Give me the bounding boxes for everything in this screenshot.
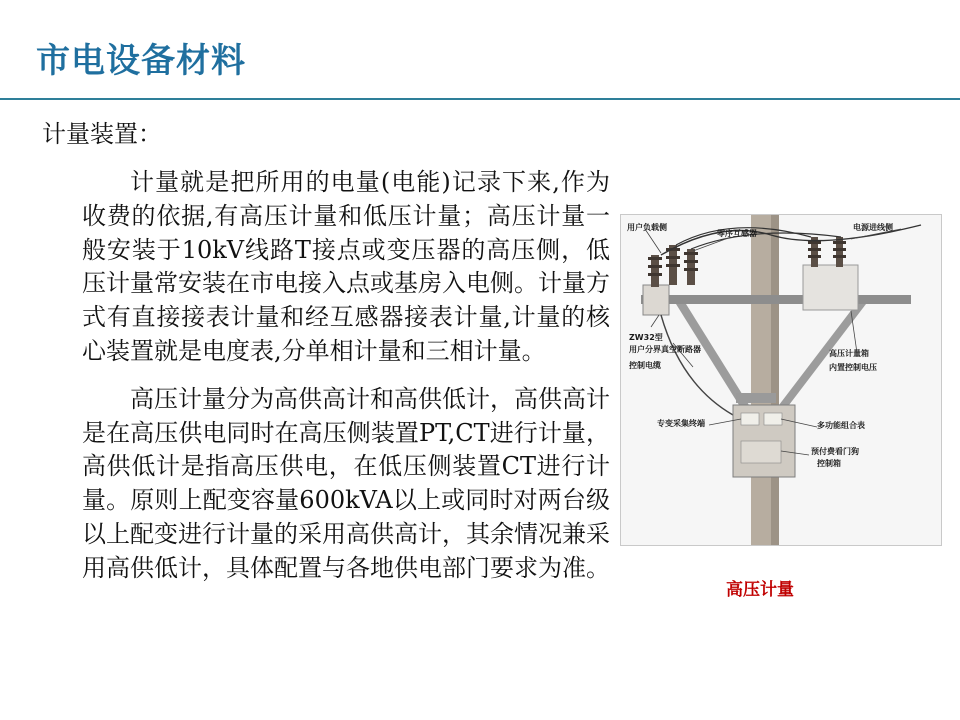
label-multi-function-meter: 多功能组合表 xyxy=(817,421,865,430)
pole-illustration xyxy=(621,215,941,545)
figure-caption: 高压计量 xyxy=(726,580,794,600)
label-hv-meter-box: 高压计量箱 xyxy=(829,349,869,358)
paragraph-high-voltage-metering: 高压计量分为高供高计和高供低计，高供高计是在高压供电同时在高压侧装置PT,CT进行计量，高供低计是指高压供电，在低压侧装置CT进行计量。原则上配变容量600kVA以上或同时对两台级以上配变进行计量的采用高供高计，其余情况兼采用高供低计，具体配置与各地供电部门要求为准。 xyxy=(82,384,610,582)
pole-metering-photo xyxy=(620,214,942,546)
body-text xyxy=(82,166,610,586)
label-zw32: ZW32型 xyxy=(629,333,663,342)
label-user-load-side: 用户负载侧 xyxy=(627,223,667,232)
label-prepaid-watchdog: 预付费看门狗 xyxy=(811,447,859,456)
label-zero-sequence-ct: 零序互感器 xyxy=(717,229,757,238)
page-title: 市电设备材料 xyxy=(36,41,246,81)
title-divider xyxy=(0,98,960,100)
label-source-incoming-side: 电源进线侧 xyxy=(853,223,893,232)
paragraph-metering-intro: 计量就是把所用的电量(电能)记录下来,作为收费的依据,有高压计量和低压计量；高压计量一般安装于10kV线路T接点或变压器的高压侧，低压计量常安装在市电接入点或基房入电侧。计量方式有直接接表计量和经互感器接表计量,计量的核心装置就是电度表,分单相计量和三相计量。 xyxy=(82,168,610,365)
section-heading: 计量装置： xyxy=(42,120,162,148)
label-vacuum-breaker: 用户分界真空断路器 xyxy=(629,345,701,354)
label-control-box: 控制箱 xyxy=(817,459,841,468)
label-special-collection-terminal: 专变采集终端 xyxy=(657,419,705,428)
label-control-cable: 控制电缆 xyxy=(629,361,661,370)
label-internal-control-voltage: 内置控制电压 xyxy=(829,363,877,372)
